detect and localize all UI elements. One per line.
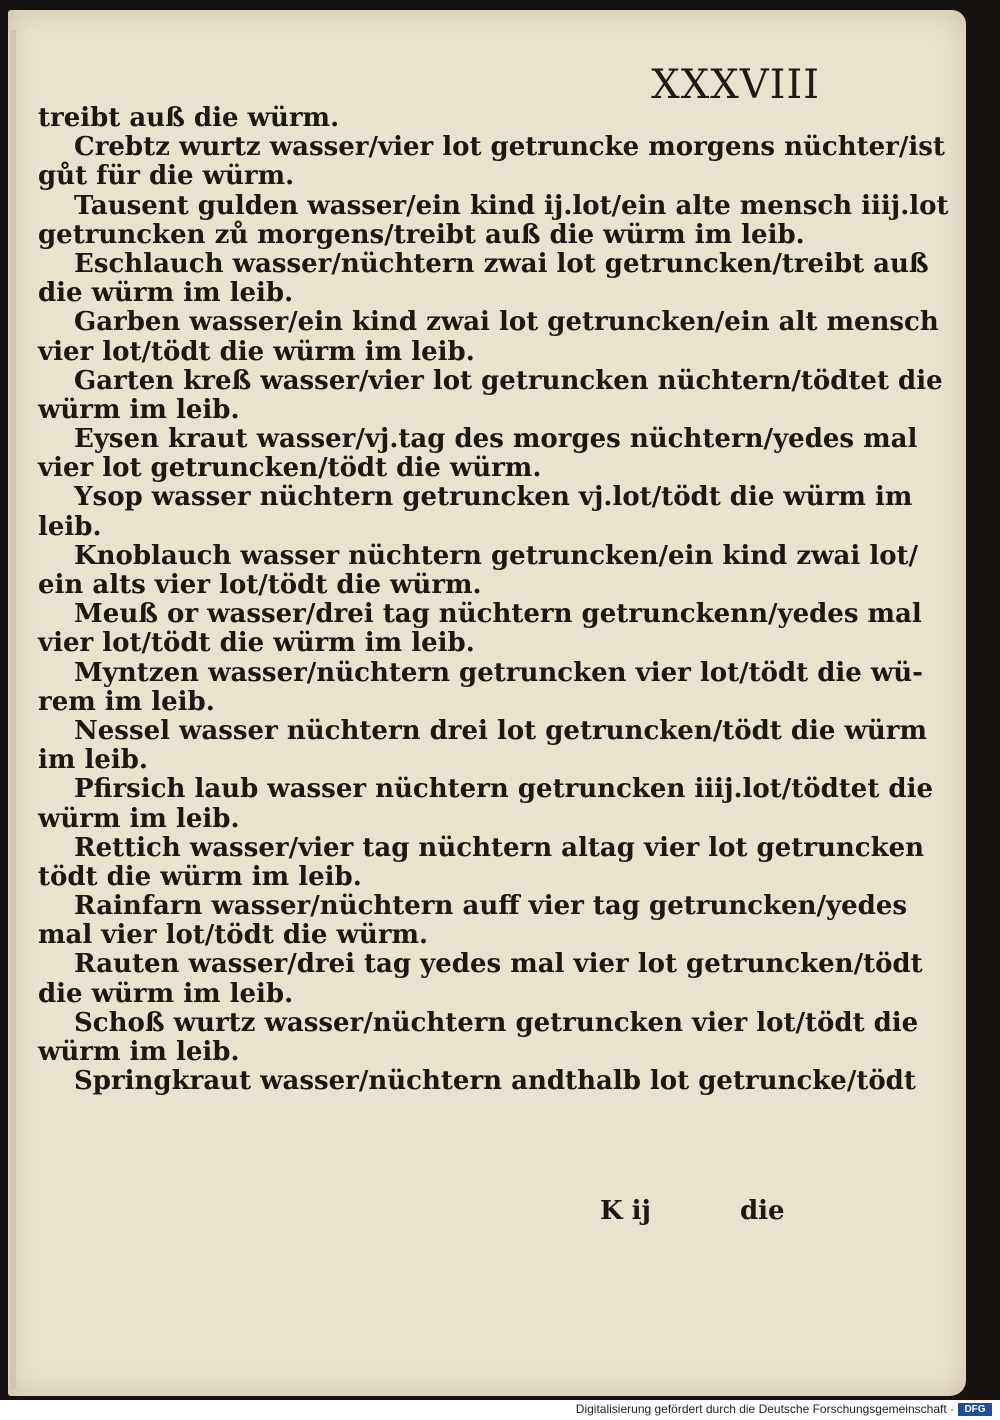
text-line: Tausent gulden wasser/ein kind ij.lot/ein alte mensch iiij.lot <box>74 190 949 221</box>
text-line: Eschlauch wasser/nüchtern zwai lot getruncken/treibt auß <box>74 248 929 279</box>
text-line: Meuß or wasser/drei tag nüchtern getrunckenn/yedes mal <box>74 599 922 630</box>
text-line: Myntzen wasser/nüchtern getruncken vier lot/tödt die wü- <box>74 657 923 688</box>
text-line: würm im leib. <box>38 1037 240 1067</box>
text-line: mal vier lot/tödt die würm. <box>38 920 429 951</box>
text-line: Knoblauch wasser nüchtern getruncken/ein kind zwai lot/ <box>74 540 919 571</box>
folio-number: XXXVIII <box>651 62 820 108</box>
text-line: rem im leib. <box>38 686 215 717</box>
text-line: vier lot getruncken/tödt die würm. <box>38 453 542 484</box>
text-line: getruncken zů morgens/treibt auß die würm im leib. <box>38 219 805 250</box>
text-line: gůt für die würm. <box>38 161 295 192</box>
text-line: treibt auß die würm. <box>38 103 340 133</box>
text-line: im leib. <box>38 745 148 776</box>
text-line: Ysop wasser nüchtern getruncken vj.lot/tödt die würm im <box>74 482 913 513</box>
text-line: Rainfarn wasser/nüchtern auff vier tag getruncken/yedes <box>74 891 908 922</box>
text-line: die würm im leib. <box>38 978 294 1009</box>
text-line: vier lot/tödt die würm im leib. <box>38 628 475 659</box>
catchword: die <box>740 1196 785 1226</box>
text-line: Springkraut wasser/nüchtern andthalb lot getruncke/tödt <box>74 1066 916 1097</box>
text-line: Garten kreß wasser/vier lot getruncken nüchtern/tödtet die <box>74 365 943 396</box>
text-line: Schoß wurtz wasser/nüchtern getruncken vier lot/tödt die <box>74 1007 919 1038</box>
text-line: Eysen kraut wasser/vj.tag des morges nüchtern/yedes mal <box>74 424 918 455</box>
text-line: Crebtz wurtz wasser/vier lot getruncke morgens nüchter/ist <box>74 132 945 163</box>
text-line: Rauten wasser/drei tag yedes mal vier lot getruncken/tödt <box>74 949 923 980</box>
signature-mark: K ij <box>600 1196 651 1226</box>
funding-credit: Digitalisierung gefördert durch die Deutsche Forschungsgemeinschaft · <box>575 1402 954 1416</box>
text-line: Pfirsich laub wasser nüchtern getruncken iiij.lot/tödtet die <box>74 774 933 805</box>
text-line: Nessel wasser nüchtern drei lot getruncken/tödt die würm <box>74 715 927 746</box>
text-line: Garben wasser/ein kind zwai lot getruncken/ein alt mensch <box>74 307 939 338</box>
text-line: ein alts vier lot/tödt die würm. <box>38 570 482 600</box>
text-line: tödt die würm im leib. <box>38 861 362 892</box>
text-block <box>38 103 949 1097</box>
text-line: die würm im leib. <box>38 278 294 309</box>
text-line: würm im leib. <box>38 803 240 834</box>
footer-bar <box>0 1400 1000 1420</box>
text-line: Rettich wasser/vier tag nüchtern altag vier lot getruncken <box>74 832 925 863</box>
text-line: würm im leib. <box>38 394 240 425</box>
dfg-logo: DFG <box>958 1403 992 1416</box>
text-line: leib. <box>38 511 102 542</box>
text-line: vier lot/tödt die würm im leib. <box>38 336 475 367</box>
page-edge <box>10 30 16 1390</box>
